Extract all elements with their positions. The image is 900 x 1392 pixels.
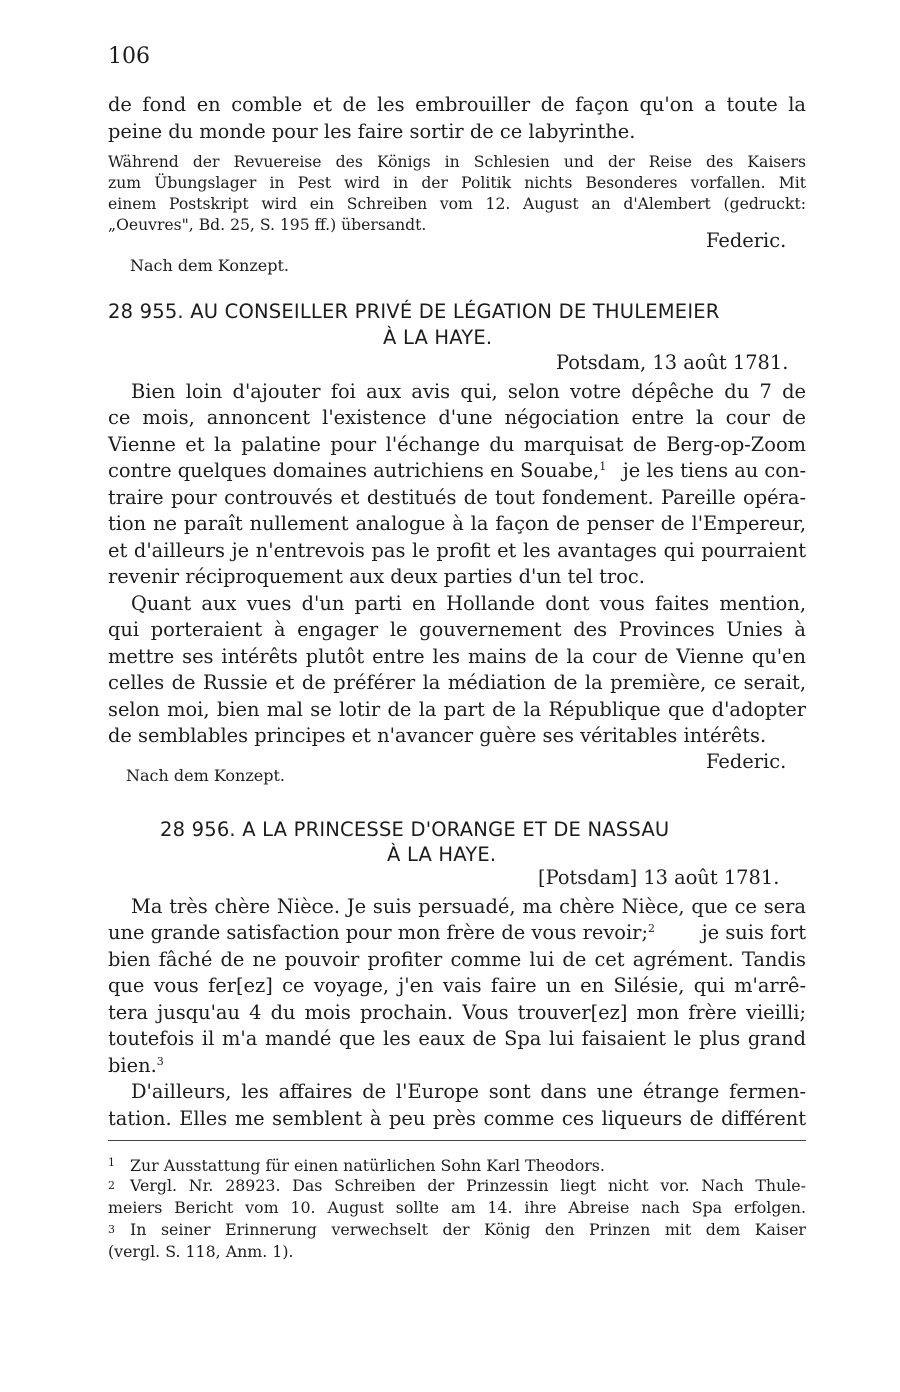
text-line: selon moi, bien mal se lotir de la part de la République que d'adopter — [108, 698, 806, 721]
footnote-text: In seiner Erinnerung verwechselt der König den Prinzen mit dem Kaiser — [130, 1220, 806, 1239]
dateline: [Potsdam] 13 août 1781. — [538, 866, 780, 889]
signature: Federic. — [706, 750, 787, 773]
text-line: tera jusqu'au 4 du mois prochain. Vous trouver[ez] mon frère vieilli; — [108, 1001, 806, 1024]
signature: Federic. — [706, 229, 787, 252]
text-line: de fond en comble et de les embrouiller de façon qu'on a toute la — [108, 93, 806, 116]
source-note: Nach dem Konzept. — [126, 766, 285, 785]
footnote — [108, 1175, 806, 1197]
text-fragment: bien. — [108, 1054, 157, 1077]
text-line: de semblables principes et n'avancer guère ses véritables intérêts. — [108, 724, 767, 747]
text-fragment: je les tiens au con- — [622, 459, 806, 482]
summary-line: Während der Revuereise des Königs in Schlesien und der Reise des Kaisers — [108, 153, 806, 171]
summary-line: zum Übungslager in Pest wird in der Politik nichts Besonderes vorfallen. Mit — [108, 174, 806, 192]
footnote-mark: 2 — [108, 1179, 115, 1192]
text-line: toutefois il m'a mandé que les eaux de Spa lui faisaient le plus grand — [108, 1027, 806, 1050]
text-line: ce mois, annoncent l'existence d'une négociation entre la cour de — [108, 406, 806, 429]
letter-heading: 28 956. A LA PRINCESSE D'ORANGE ET DE NASSAU — [160, 818, 670, 841]
text-line: D'ailleurs, les affaires de l'Europe sont dans une étrange fermen- — [131, 1080, 806, 1103]
text-line: celles de Russie et de préférer la médiation de la première, ce serait, — [108, 671, 806, 694]
footnote — [108, 1219, 806, 1241]
footnote-divider — [108, 1140, 806, 1141]
summary-line: einem Postskript wird ein Schreiben vom 12. August an d'Alembert (gedruckt: — [108, 195, 806, 213]
letter-heading: 28 955. AU CONSEILLER PRIVÉ DE LÉGATION DE THULEMEIER — [108, 300, 720, 323]
text-line: tion ne paraît nullement analogue à la façon de penser de l'Empereur, — [108, 512, 806, 535]
text-line: tation. Elles me semblent à peu près comme ces liqueurs de différent — [108, 1107, 806, 1130]
text-line — [108, 458, 806, 485]
footnote-mark: 3 — [108, 1223, 115, 1236]
text-line — [108, 920, 806, 947]
text-line: et d'ailleurs je n'entrevois pas le profit et les avantages qui pourraient — [108, 539, 806, 562]
footnote-text: (vergl. S. 118, Anm. 1). — [108, 1242, 294, 1261]
footnote-text: Zur Ausstattung für einen natürlichen Sohn Karl Theodors. — [130, 1156, 605, 1175]
text-line: mettre ses intérêts plutôt entre les mains de la cour de Vienne qu'en — [108, 645, 806, 668]
footnote-ref: 2 — [647, 922, 655, 935]
text-line: Bien loin d'ajouter foi aux avis qui, selon votre dépêche du 7 de — [131, 380, 806, 403]
text-fragment: contre quelques domaines autrichiens en Souabe, — [108, 459, 600, 482]
footnote-text: meiers Bericht vom 10. August sollte am 14. ihre Abreise nach Spa erfolgen. — [108, 1198, 806, 1217]
text-line: traire pour controuvés et destitués de tout fondement. Pareille opéra- — [108, 486, 806, 509]
text-line: Vienne et la palatine pour l'échange du marquisat de Berg-op-Zoom — [108, 433, 806, 456]
text-line: qui porteraient à engager le gouvernement des Provinces Unies à — [108, 618, 806, 641]
text-line — [108, 1053, 806, 1080]
letter-heading-place: À LA HAYE. — [387, 843, 497, 866]
text-line: revenir réciproquement aux deux parties d'un tel troc. — [108, 565, 645, 588]
footnote — [108, 1152, 806, 1177]
text-line: bien fâché de ne pouvoir profiter comme lui de cet agrément. Tandis — [108, 948, 806, 971]
page-number: 106 — [108, 44, 150, 69]
text-line: Quant aux vues d'un parti en Hollande dont vous faites mention, — [131, 592, 806, 615]
text-line: peine du monde pour les faire sortir de ce labyrinthe. — [108, 120, 636, 143]
summary-line: „Oeuvres", Bd. 25, S. 195 ff.) übersandt. — [108, 216, 427, 234]
dateline: Potsdam, 13 août 1781. — [556, 351, 789, 374]
text-line: Ma très chère Nièce. Je suis persuadé, ma chère Nièce, que ce sera — [131, 895, 806, 918]
footnote-ref: 3 — [156, 1055, 164, 1068]
footnote-mark: 1 — [108, 1156, 115, 1169]
text-fragment: une grande satisfaction pour mon frère de vous revoir; — [108, 921, 648, 944]
source-note: Nach dem Konzept. — [130, 256, 289, 275]
letter-heading-place: À LA HAYE. — [383, 326, 493, 349]
text-line: que vous fer[ez] ce voyage, j'en vais faire un en Silésie, qui m'arrê- — [108, 974, 806, 997]
footnote-text: Vergl. Nr. 28923. Das Schreiben der Prinzessin liegt nicht vor. Nach Thule- — [130, 1176, 806, 1195]
footnote-ref: 1 — [599, 460, 607, 473]
text-fragment: je suis fort — [701, 921, 806, 944]
